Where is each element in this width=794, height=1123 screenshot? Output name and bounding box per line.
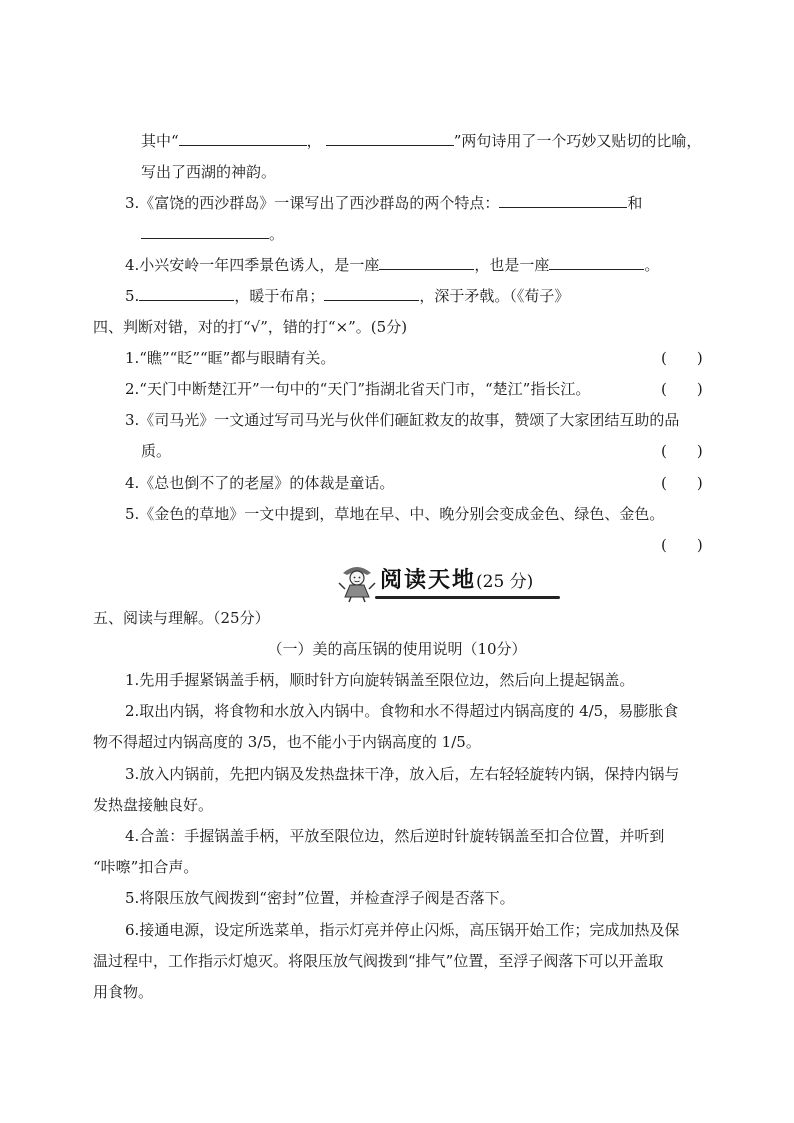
q3-cont-line1 — [141, 131, 701, 151]
passage-line: 2.取出内锅，将食物和水放入内锅中。食物和水不得超过内锅高度的 4/5，易膨胀食 — [125, 702, 679, 720]
passage-line: 1.先用手握紧锅盖手柄，顺时针方向旋转锅盖至限位边，然后向上提起锅盖。 — [125, 671, 635, 689]
banner-title — [380, 567, 533, 596]
reading-section-banner — [335, 563, 565, 603]
passage-line: 6.接通电源，设定所选菜单，指示灯亮并停止闪烁，高压锅开始工作；完成加热及保 — [125, 921, 680, 939]
q3-item-4-b: ，也是一座 — [474, 256, 550, 274]
answer-blank[interactable] — [324, 286, 419, 301]
q3-item-5 — [125, 286, 569, 306]
q3-item-3-and: 和 — [627, 194, 643, 212]
q3-cont-text-b: ， — [306, 132, 322, 150]
judge-item: 4.《总也倒不了的老屋》的体裁是童话。 — [125, 474, 395, 492]
q3-cont-text-c: ”两句诗用了一个巧妙又贴切的比喻， — [453, 132, 702, 150]
passage-line: 发热盘接触良好。 — [93, 796, 214, 814]
answer-blank[interactable] — [379, 255, 474, 270]
answer-blank[interactable] — [499, 193, 627, 208]
answer-blank[interactable] — [141, 224, 269, 239]
answer-parentheses[interactable]: ( ) — [661, 474, 703, 492]
answer-parentheses[interactable]: ( ) — [661, 536, 703, 554]
cartoon-girl-icon — [335, 563, 379, 603]
q3-item-5-b: ，暖于布帛； — [234, 287, 325, 305]
judge-item-cont: 质。 — [141, 442, 172, 460]
q3-cont-text-a: 其中“ — [141, 132, 179, 150]
answer-parentheses[interactable]: ( ) — [661, 380, 703, 398]
answer-blank[interactable] — [326, 131, 454, 146]
passage-subtitle: （一）美的高压锅的使用说明（10分） — [267, 640, 527, 658]
q3-item-4-c: 。 — [644, 256, 660, 274]
q3-item-5-a: 5. — [125, 287, 140, 305]
answer-blank[interactable] — [179, 131, 307, 146]
q3-item-3-text: 3.《富饶的西沙群岛》一课写出了西沙群岛的两个特点： — [125, 194, 500, 212]
passage-line: “咔嚓”扣合声。 — [93, 858, 199, 876]
answer-blank[interactable] — [139, 286, 234, 301]
q3-cont-line2: 写出了西湖的神韵。 — [141, 163, 277, 181]
answer-parentheses[interactable]: ( ) — [661, 442, 703, 460]
passage-line: 温过程中，工作指示灯熄灭。将限压放气阀拨到“排气”位置，至浮子阀落下可以开盖取 — [93, 952, 664, 970]
judge-item: 5.《金色的草地》一文中提到，草地在早、中、晚分别会变成金色、绿色、金色。 — [125, 505, 665, 523]
answer-blank[interactable] — [549, 255, 644, 270]
section4-heading: 四、判断对错，对的打“√”，错的打“×”。(5分) — [93, 318, 408, 336]
passage-line: 用食物。 — [93, 983, 154, 1001]
q3-item-5-c: ，深于矛戟。（《荀子》 — [419, 287, 570, 305]
q3-item-4-a: 4.小兴安岭一年四季景色诱人，是一座 — [125, 256, 380, 274]
passage-line: 5.将限压放气阀拨到“密封”位置，并检查浮子阀是否落下。 — [125, 889, 515, 907]
answer-parentheses[interactable]: ( ) — [661, 349, 703, 367]
passage-line: 物不得超过内锅高度的 3/5，也不能小于内锅高度的 1/5。 — [93, 733, 481, 751]
passage-line: 3.放入内锅前，先把内锅及发热盘抹干净，放入后，左右轻轻旋转内锅，保持内锅与 — [125, 765, 680, 783]
section5-heading: 五、阅读与理解。（25分） — [93, 609, 270, 627]
banner-score: (25 分) — [476, 572, 534, 592]
judge-item: 3.《司马光》一文通过写司马光与伙伴们砸缸救友的故事，赞颂了大家团结互助的品 — [125, 411, 680, 429]
banner-underline — [375, 596, 560, 599]
judge-item: 1.“瞧”“眨”“眶”都与眼睛有关。 — [125, 349, 336, 367]
q3-item-4 — [125, 255, 659, 275]
q3-item-3 — [125, 193, 642, 213]
q3-item-3-line2 — [141, 224, 284, 244]
q3-item-3-end: 。 — [269, 225, 285, 243]
judge-item: 2.“天门中断楚江开”一句中的“天门”指湖北省天门市，“楚江”指长江。 — [125, 380, 591, 398]
banner-title-text: 阅读天地 — [380, 568, 477, 593]
passage-line: 4.合盖：手握锅盖手柄，平放至限位边，然后逆时针旋转锅盖至扣合位置，并听到 — [125, 827, 665, 845]
